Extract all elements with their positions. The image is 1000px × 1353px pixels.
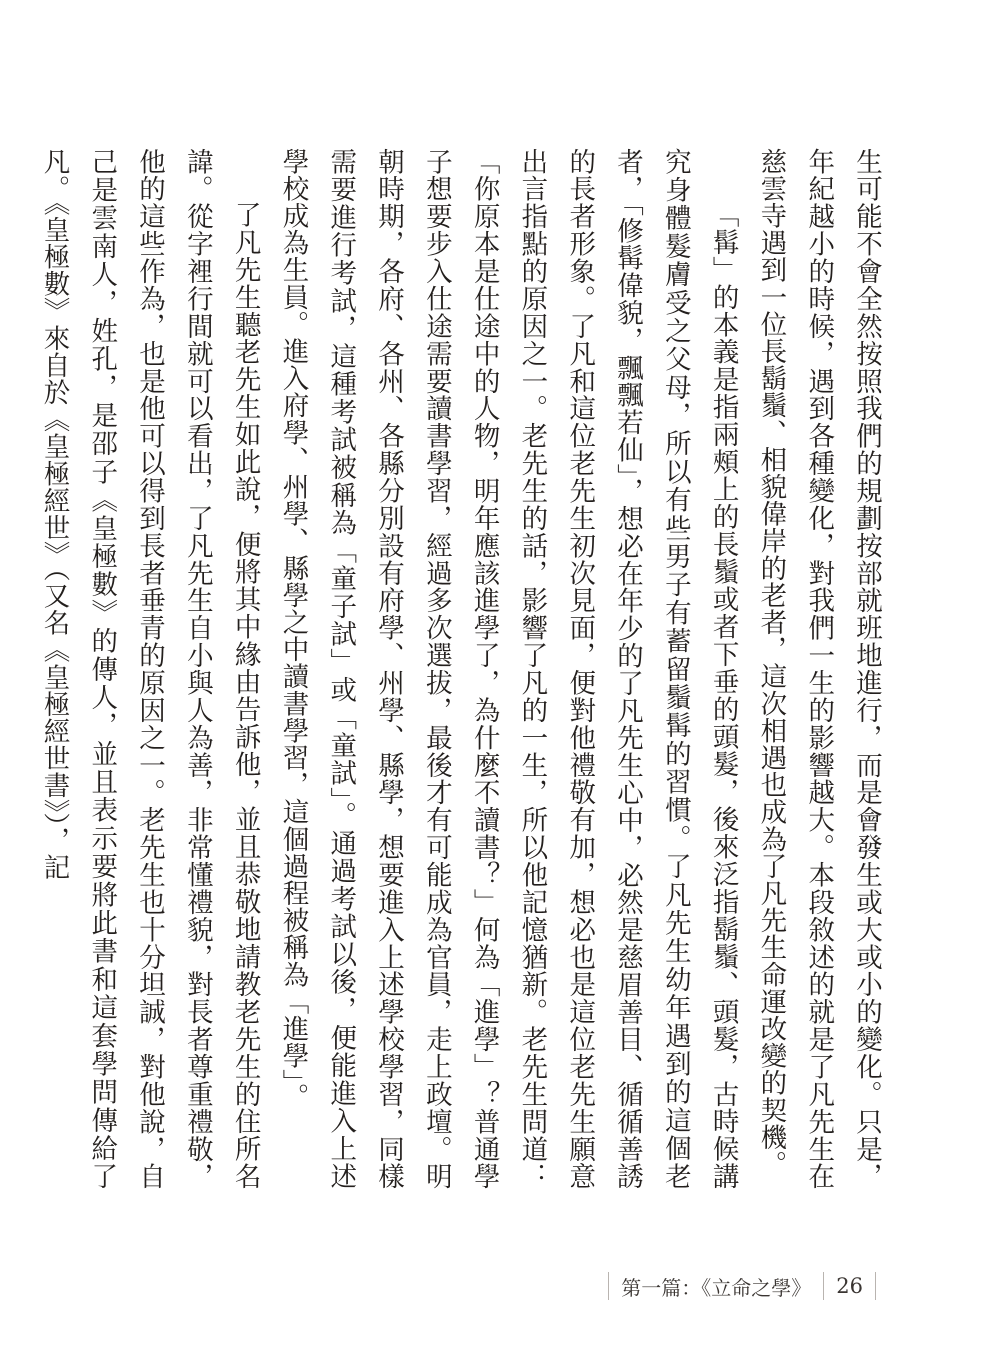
paragraph-1: 生可能不會全然按照我們的規劃按部就班地進行，而是會發生或大或小的變化。只是，年紀越小的時候，遇到各種變化，對我們一生的影響越大。本段敘述的就是了凡先生在慈雲寺遇到一位長鬍鬚、相貌偉岸的老者，這次相遇也成為了凡先生命運改變的契機。 (755, 148, 882, 1190)
footer-divider (823, 1272, 824, 1300)
paragraph-3: 了凡先生聽老先生如此說，便將其中緣由告訴他，並且恭敬地請教老先生的住所名諱。從字裡行間就可以看出，了凡先生自小與人為善，非常懂禮貌，對長者尊重禮敬，他的這些作為，也是他可以得到長者垂青的原因之一。老先生也十分坦誠，對他說，自己是雲南人，姓孔，是邵子《皇極數》的傳人，並且表示要將此書和這套學問傳給了凡。《皇極數》來自於《皇極經世》（又名《皇極經世書》），記 (38, 148, 261, 1190)
body-text (38, 148, 890, 1190)
footer-divider (875, 1272, 876, 1300)
chapter-title: 第一篇：《立命之學》 (621, 1275, 812, 1300)
page-number: 26 (836, 1274, 863, 1298)
page-footer (596, 1269, 888, 1303)
paragraph-2: 「髯」的本義是指兩頰上的長鬚或者下垂的頭髮，後來泛指鬍鬚、頭髮，古時候講究身體髮膚受之父母，所以有些男子有蓄留鬚髯的習慣。了凡先生幼年遇到的這個老者，「修髯偉貌，飄飄若仙」，想必在年少的了凡先生心中，必然是慈眉善目、循循善誘的長者形象。了凡和這位老先生初次見面，便對他禮敬有加，想必也是這位老先生願意出言指點的原因之一。老先生的話，影響了凡的一生，所以他記憶猶新。老先生問道：「你原本是仕途中的人物，明年應該進學了，為什麼不讀書？」何為「進學」？普通學子想要步入仕途需要讀書學習，經過多次選拔，最後才有可能成為官員，走上政壇。明朝時期，各府、各州、各縣分別設有府學、州學、縣學，想要進入上述學校學習，同樣需要進行考試，這種考試被稱為「童子試」或「童試」。通過考試以後，便能進入上述學校成為生員。進入府學、州學、縣學之中讀書學習，這個過程被稱為「進學」。 (277, 148, 739, 1190)
footer-divider (608, 1272, 609, 1300)
